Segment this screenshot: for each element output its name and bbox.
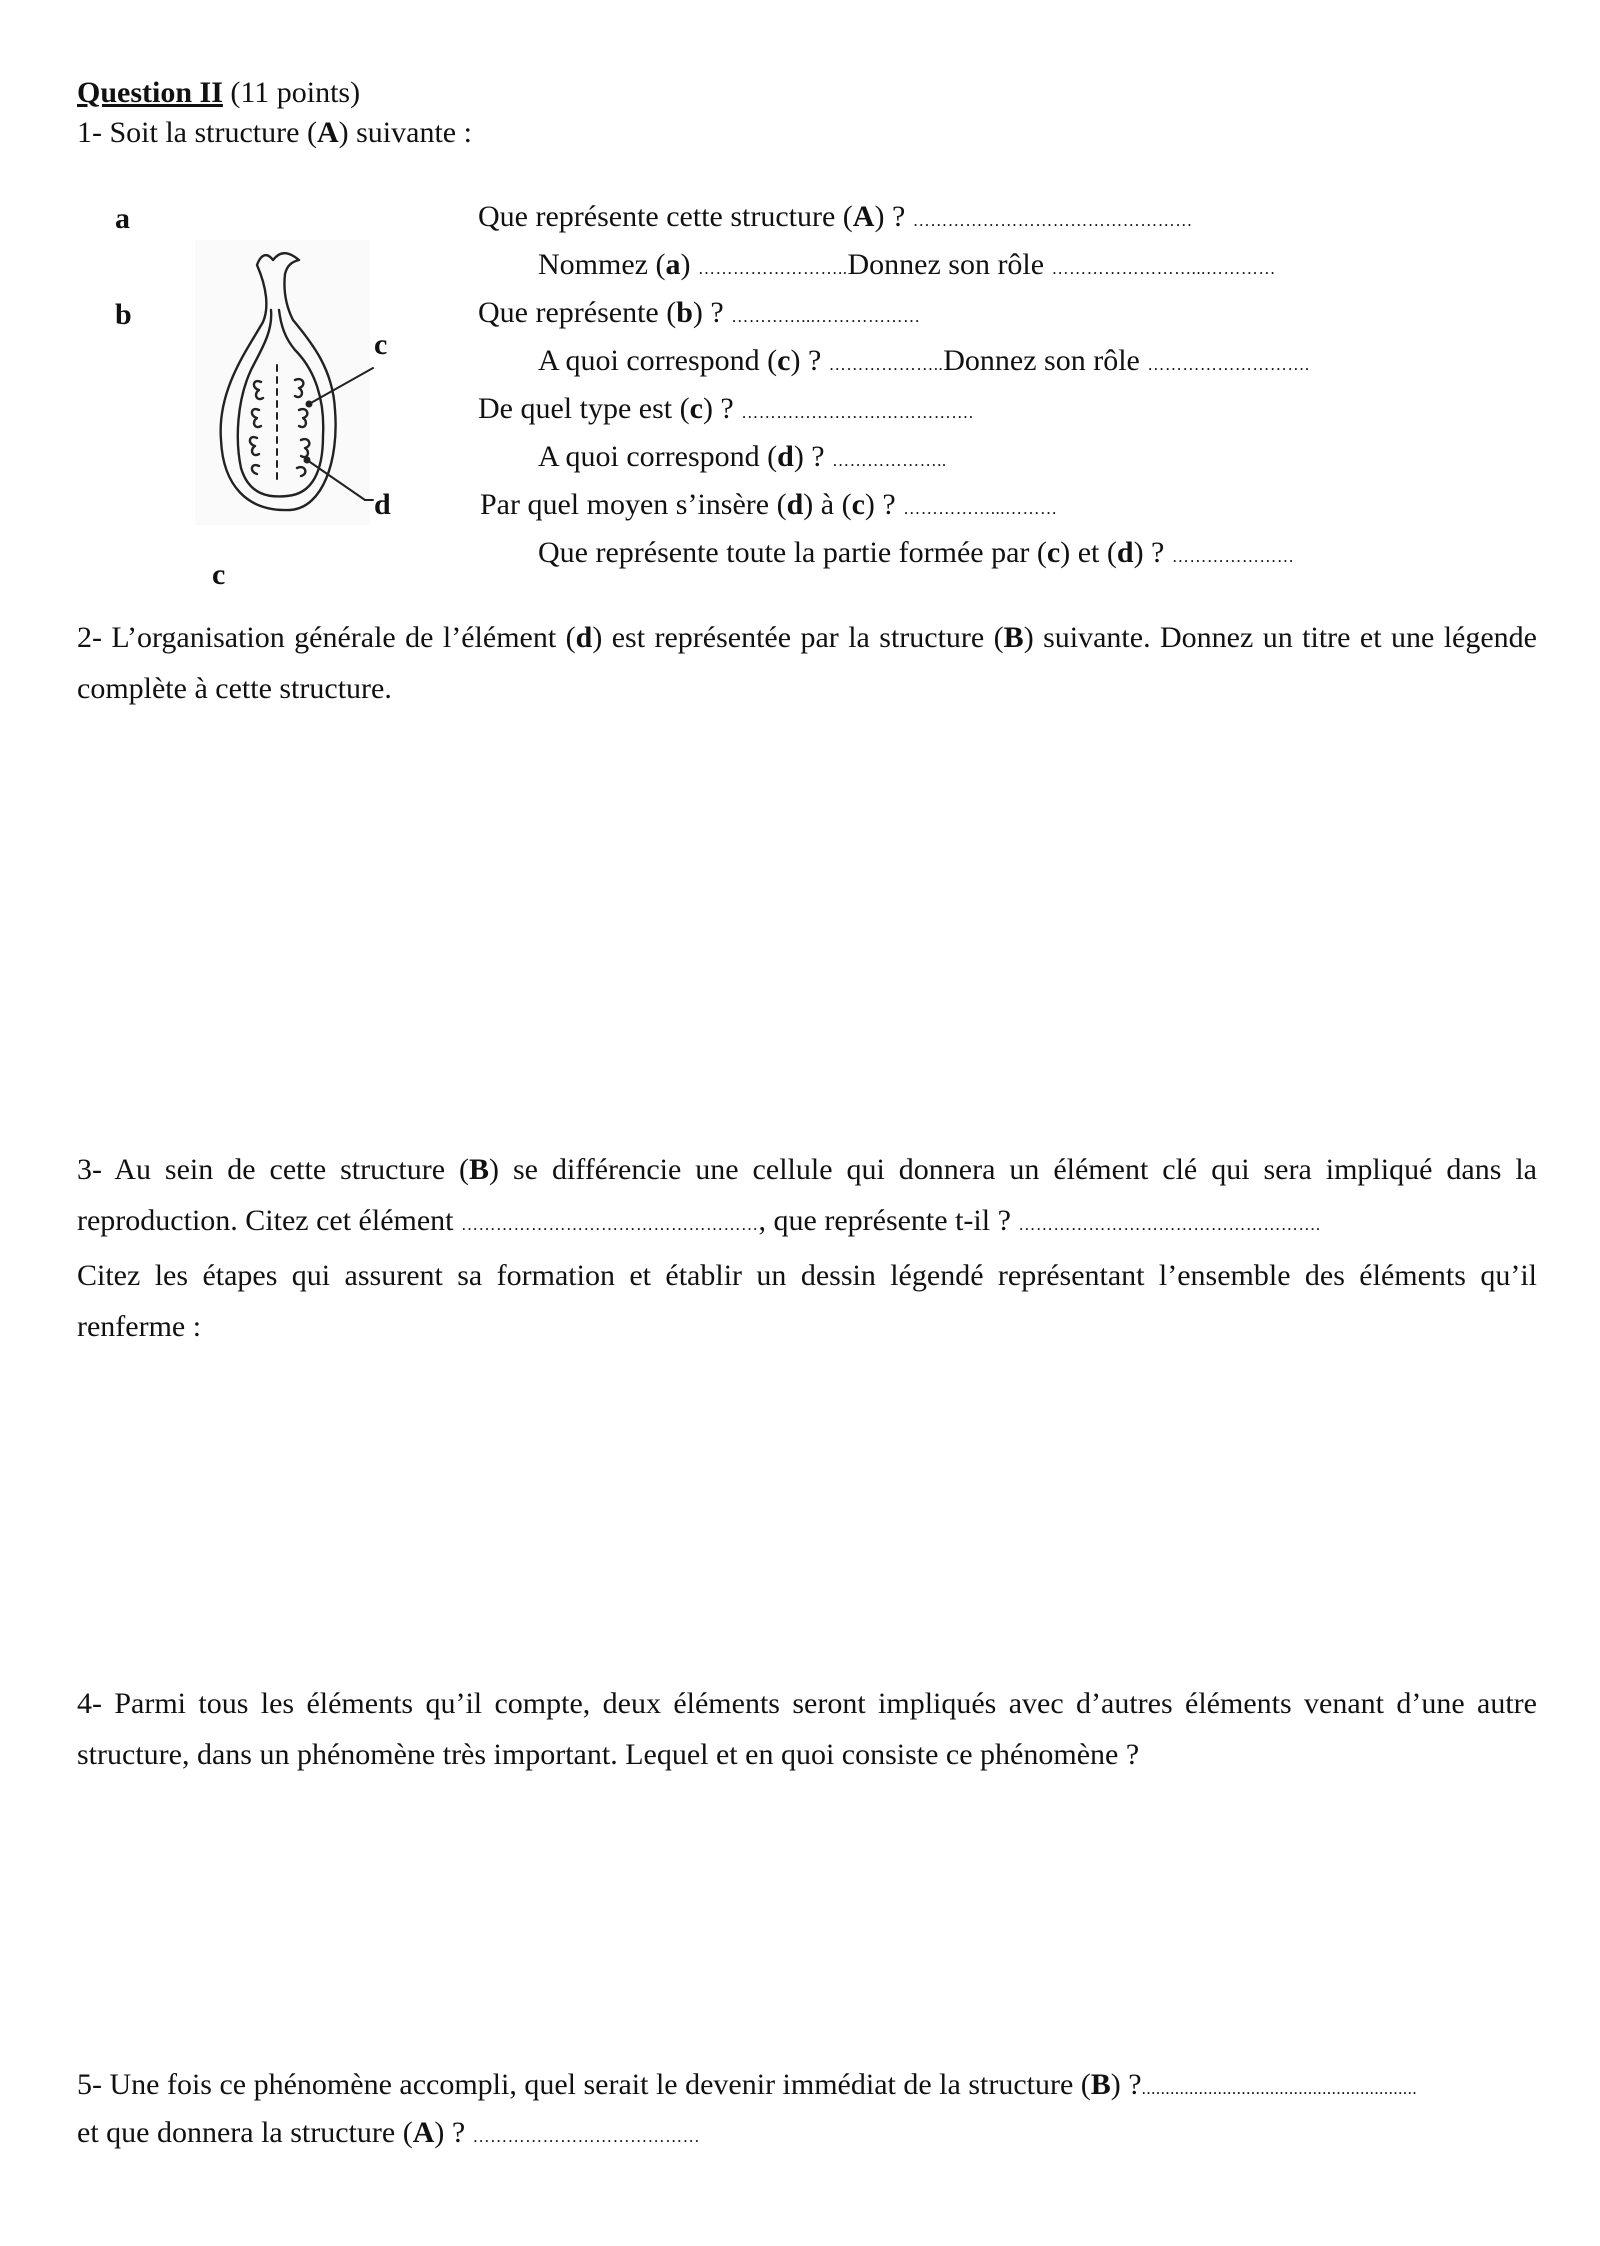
q1-line-7: Par quel moyen s’insère (d) à (c) ? ……………...……… bbox=[480, 488, 1058, 521]
figure-label-d: d bbox=[374, 488, 391, 521]
figure-label-c-right: c bbox=[374, 328, 388, 361]
question-header bbox=[77, 78, 360, 108]
q1-line-4: A quoi correspond (c) ? ………………..Donnez son rôle ………………………. bbox=[538, 344, 1310, 377]
q5-line-2: et que donnera la structure (A) ? ………………………………… bbox=[77, 2116, 701, 2149]
answer-blank[interactable]: ……………….. bbox=[832, 451, 947, 470]
q3-text: 3- Au sein de cette structure (B) se différencie une cellule qui donnera un élément clé qui sera impliqué dans la reproduction. Citez cet élément ……………………………………………, que représente t-il ? ……………………………………………. Citez les étapes qui assurent sa formation et établir un dessin légendé représentant l’ensemble des éléments qu’il renferme : bbox=[77, 1153, 1537, 1343]
answer-blank[interactable]: ……………...……… bbox=[903, 499, 1058, 518]
question-title: Question II bbox=[77, 76, 223, 109]
answer-blank[interactable]: …………………………………………… bbox=[461, 1215, 759, 1234]
figure-label-c-bottom: c bbox=[212, 558, 226, 591]
answer-blank[interactable]: ……………….. bbox=[828, 355, 944, 374]
answer-blank[interactable]: ………………………………………… bbox=[912, 211, 1193, 230]
answer-blank[interactable]: ……………………...………… bbox=[1051, 259, 1276, 278]
q1-line-6: A quoi correspond (d) ? ……………….. bbox=[538, 440, 947, 473]
q1-line-1: Que représente cette structure (A) ? ………………………………………… bbox=[478, 200, 1193, 233]
answer-blank[interactable]: …………………………………. bbox=[741, 403, 974, 422]
answer-blank[interactable]: …………...……………… bbox=[731, 307, 921, 326]
answer-blank[interactable]: …………………….. bbox=[697, 259, 848, 278]
figure-label-a: a bbox=[115, 202, 130, 235]
answer-blank[interactable]: ………………………. bbox=[1147, 355, 1310, 374]
answer-blank[interactable]: ………………… bbox=[1171, 547, 1295, 566]
q5-line-1: 5- Une fois ce phénomène accompli, quel serait le devenir immédiat de la structure (B) ?.......................................................... bbox=[77, 2068, 1418, 2101]
q1-line-3: Que représente (b) ? …………...……………… bbox=[478, 296, 921, 329]
answer-blank[interactable]: ……………………………………………. bbox=[1018, 1215, 1321, 1234]
pistil-drawing bbox=[195, 240, 388, 530]
q1-intro: 1- Soit la structure (A) suivante : bbox=[77, 116, 472, 149]
q1-line-2: Nommez (a) ……………………..Donnez son rôle ……………………...………… bbox=[538, 248, 1276, 281]
q2-text: 2- L’organisation générale de l’élément (d) est représentée par la structure (B) suivante. Donnez un titre et une légende complète à cette structure. bbox=[77, 621, 1537, 705]
answer-blank[interactable]: .......................................................... bbox=[1141, 2079, 1418, 2098]
figure-label-b: b bbox=[115, 298, 132, 331]
answer-blank[interactable]: ………………………………… bbox=[472, 2127, 701, 2146]
q1-line-8: Que représente toute la partie formée par (c) et (d) ? ………………… bbox=[538, 536, 1295, 569]
q4-text: 4- Parmi tous les éléments qu’il compte, deux éléments seront impliqués avec d’autres éléments venant d’une autre structure, dans un phénomène très important. Lequel et en quoi consiste ce phénomène ? bbox=[77, 1687, 1537, 1771]
q1-line-5: De quel type est (c) ? …………………………………. bbox=[478, 392, 974, 425]
question-points: (11 points) bbox=[230, 76, 361, 109]
